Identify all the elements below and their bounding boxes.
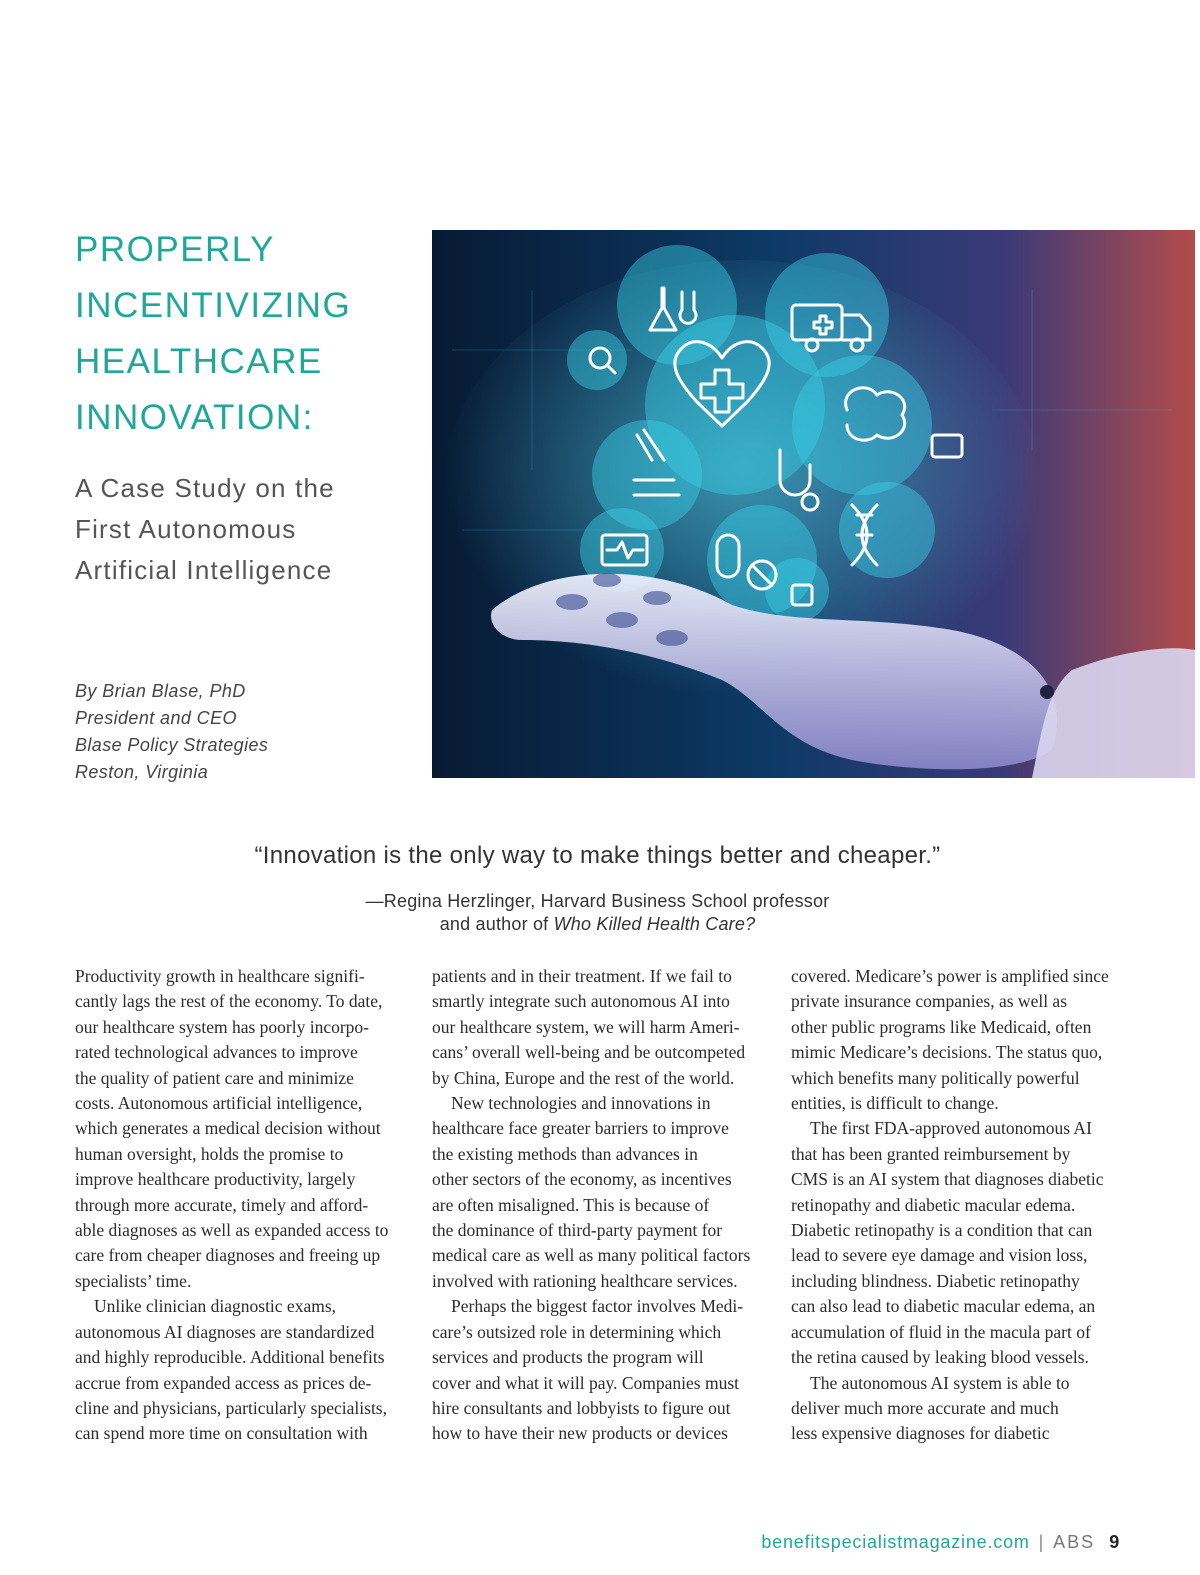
body-line: other sectors of the economy, as incentives — [432, 1169, 732, 1190]
body-line: private insurance companies, as well as — [791, 991, 1068, 1012]
body-line: cline and physicians, particularly specialists, — [75, 1397, 387, 1418]
body-column-2 — [432, 964, 770, 1447]
body-line: improve healthcare productivity, largely — [75, 1169, 356, 1190]
body-line: The autonomous AI system is able to — [810, 1372, 1070, 1393]
book-title: Who Killed Health Care? — [553, 914, 756, 934]
body-line: and highly reproducible. Additional benefits — [75, 1347, 385, 1368]
body-line: cover and what it will pay. Companies must — [432, 1372, 740, 1393]
attribution-prefix: and author of — [439, 914, 554, 934]
body-line: lead to severe eye damage and vision loss, — [791, 1245, 1088, 1266]
body-line: Perhaps the biggest factor involves Medi- — [451, 1296, 744, 1317]
body-line: CMS is an AI system that diagnoses diabetic — [791, 1169, 1104, 1190]
body-column-3 — [791, 964, 1129, 1447]
byline-line: President and CEO — [75, 708, 237, 728]
body-line: mimic Medicare’s decisions. The status quo, — [791, 1042, 1103, 1063]
body-line: autonomous AI diagnoses are standardized — [75, 1321, 375, 1342]
body-line: Unlike clinician diagnostic exams, — [94, 1296, 337, 1317]
body-line: able diagnoses as well as expanded access to — [75, 1220, 389, 1241]
article-subtitle — [75, 468, 415, 591]
body-line: patients and in their treatment. If we fail to — [432, 966, 732, 986]
subtitle-line: First Autonomous — [75, 514, 297, 544]
body-line: New technologies and innovations in — [451, 1093, 711, 1114]
body-line: other public programs like Medicaid, often — [791, 1016, 1092, 1037]
body-line: which generates a medical decision without — [75, 1118, 381, 1139]
body-line: the existing methods than advances in — [432, 1143, 698, 1164]
body-line: cans’ overall well-being and be outcompeted — [432, 1042, 746, 1063]
footer-website: benefitspecialistmagazine.com — [761, 1532, 1030, 1552]
body-line: accumulation of fluid in the macula part of — [791, 1321, 1091, 1342]
body-line: retinopathy and diabetic macular edema. — [791, 1194, 1076, 1215]
body-line: are often misaligned. This is because of — [432, 1194, 710, 1215]
body-line: can also lead to diabetic macular edema, an — [791, 1296, 1096, 1317]
body-line: entities, is difficult to change. — [791, 1093, 999, 1114]
footer-separator: | — [1038, 1532, 1045, 1552]
body-line: healthcare face greater barriers to improve — [432, 1118, 729, 1139]
body-line: smartly integrate such autonomous AI into — [432, 991, 730, 1012]
body-line: accrue from expanded access as prices de- — [75, 1372, 372, 1393]
body-line: by China, Europe and the rest of the world. — [432, 1067, 735, 1088]
body-line: our healthcare system, we will harm Ameri- — [432, 1016, 740, 1037]
article-title — [75, 222, 415, 446]
hero-illustration — [432, 230, 1195, 778]
subtitle-line: Artificial Intelligence — [75, 555, 333, 585]
body-line: human oversight, holds the promise to — [75, 1143, 344, 1164]
body-line: Productivity growth in healthcare signifi- — [75, 966, 365, 986]
byline-line: Blase Policy Strategies — [75, 735, 269, 755]
body-line: covered. Medicare’s power is amplified since — [791, 966, 1109, 986]
body-line: rated technological advances to improve — [75, 1042, 358, 1063]
body-line: deliver much more accurate and much — [791, 1397, 1059, 1418]
attribution-line: —Regina Herzlinger, Harvard Business School professor — [365, 891, 830, 911]
body-line: the quality of patient care and minimize — [75, 1067, 354, 1088]
body-line: specialists’ time. — [75, 1270, 192, 1291]
body-line: medical care as well as many political factors — [432, 1245, 751, 1266]
page-number: 9 — [1109, 1532, 1120, 1552]
title-line: PROPERLY — [75, 230, 276, 269]
body-line: Diabetic retinopathy is a condition that can — [791, 1220, 1093, 1241]
body-line: including blindness. Diabetic retinopathy — [791, 1270, 1080, 1291]
body-line: can spend more time on consultation with — [75, 1423, 368, 1444]
title-line: INCENTIVIZING — [75, 286, 352, 325]
body-line: services and products the program will — [432, 1347, 704, 1368]
body-line: hire consultants and lobbyists to figure out — [432, 1397, 731, 1418]
body-line: care from cheaper diagnoses and freeing up — [75, 1245, 381, 1266]
body-line: involved with rationing healthcare services. — [432, 1270, 738, 1291]
pull-quote: “Innovation is the only way to make things better and cheaper.” — [254, 842, 941, 869]
body-line: through more accurate, timely and afford- — [75, 1194, 369, 1215]
title-line: INNOVATION: — [75, 398, 314, 437]
body-line: how to have their new products or devices — [432, 1423, 728, 1444]
body-line: the dominance of third-party payment for — [432, 1220, 723, 1241]
body-line: less expensive diagnoses for diabetic — [791, 1423, 1050, 1444]
body-column-1 — [75, 964, 413, 1447]
byline-line: By Brian Blase, PhD — [75, 681, 246, 701]
quote-attribution — [0, 890, 1195, 936]
subtitle-line: A Case Study on the — [75, 473, 335, 503]
body-line: that has been granted reimbursement by — [791, 1143, 1071, 1164]
body-line: our healthcare system has poorly incorpo- — [75, 1016, 370, 1037]
body-line: care’s outsized role in determining which — [432, 1321, 722, 1342]
body-line: which benefits many politically powerful — [791, 1067, 1080, 1088]
body-line: The first FDA-approved autonomous AI — [810, 1118, 1092, 1139]
footer-magazine: ABS — [1053, 1532, 1096, 1552]
attribution-line — [0, 913, 1195, 936]
body-line: cantly lags the rest of the economy. To date, — [75, 991, 383, 1012]
page-footer — [761, 1532, 1120, 1553]
author-byline — [75, 678, 268, 786]
body-line: costs. Autonomous artificial intelligence, — [75, 1093, 363, 1114]
body-line: the retina caused by leaking blood vessels. — [791, 1347, 1089, 1368]
byline-line: Reston, Virginia — [75, 762, 209, 782]
title-line: HEALTHCARE — [75, 342, 323, 381]
